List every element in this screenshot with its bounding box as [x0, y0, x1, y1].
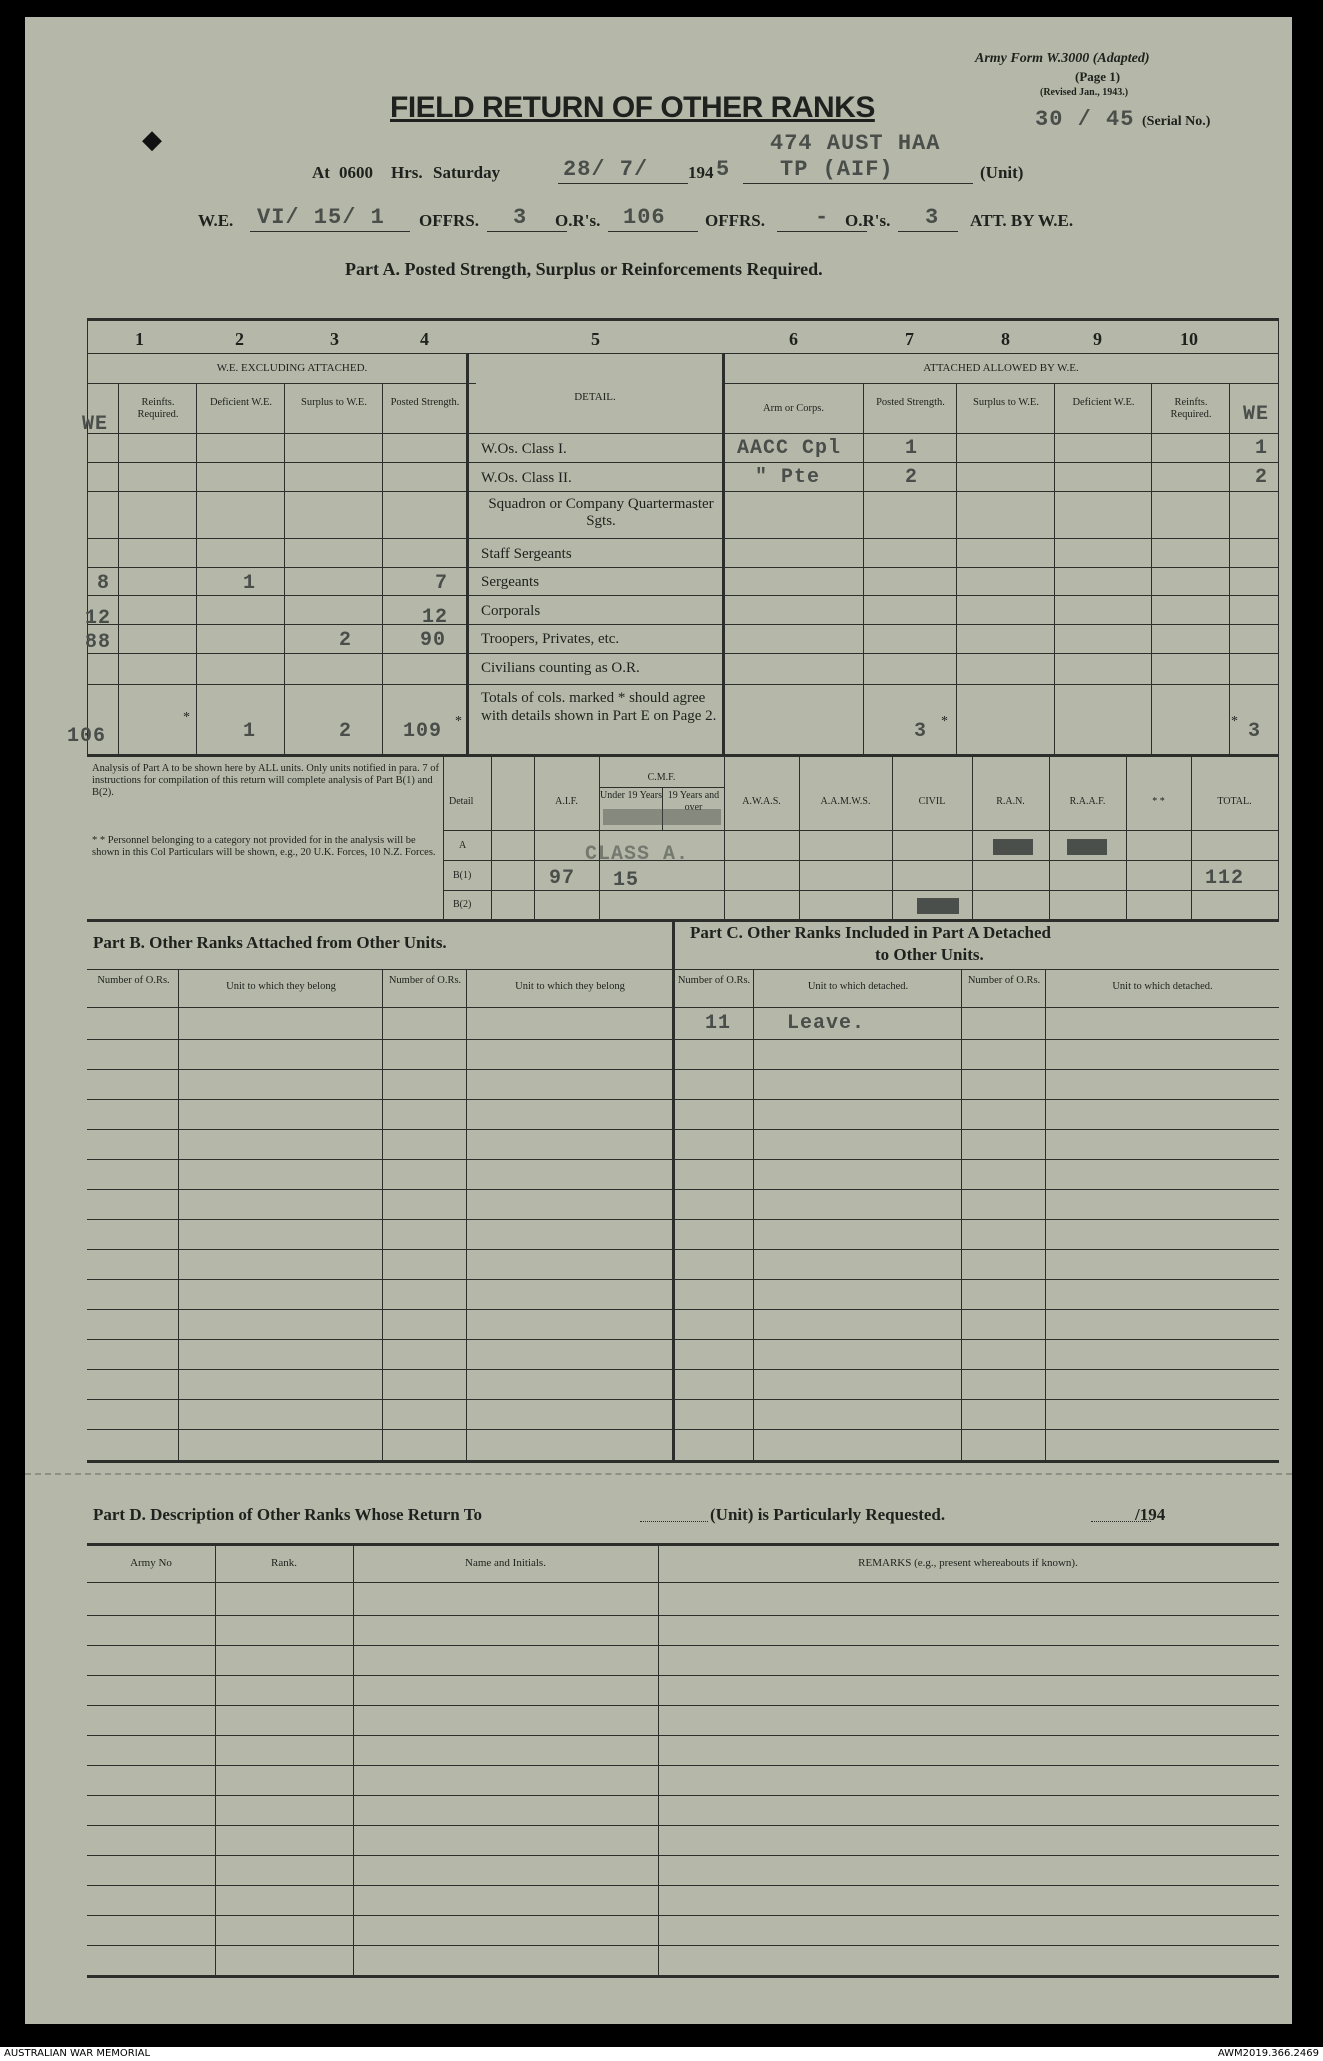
at-label: At — [312, 163, 330, 182]
cmf-stamp-mark — [603, 809, 721, 825]
raaf-stamp-mark — [1067, 839, 1107, 855]
row-detail-wo1: W.Os. Class I. — [481, 441, 567, 457]
offrs-typed-2: - — [815, 205, 830, 230]
right-header-surplus: Surplus to W.E. — [973, 397, 1039, 408]
att-label: ATT. BY W.E. — [970, 211, 1074, 230]
analysis-header-aamws: A.A.M.W.S. — [820, 796, 871, 807]
right-group-label: ATTACHED ALLOWED BY W.E. — [923, 362, 1079, 374]
form-title: FIELD RETURN OF OTHER RANKS — [390, 91, 875, 124]
ors-label: O.R's. — [555, 211, 601, 230]
part-c-heading-1: Part C. Other Ranks Included in Part A Detached — [690, 923, 1051, 942]
col-number-2: 2 — [235, 329, 244, 349]
serial-label: (Serial No.) — [1142, 114, 1211, 129]
row-detail-cqms: Squadron or Company Quartermaster Sgts. — [488, 496, 714, 529]
footer-right: AWM2019.366.2469 — [1217, 2048, 1319, 2059]
part-b-header-number-2: Number of O.Rs. — [388, 975, 462, 986]
row-detail-staff-sgts: Staff Sergeants — [481, 546, 572, 562]
col-number-8: 8 — [1001, 329, 1010, 349]
we-typed: VI/ 15/ 1 — [257, 205, 385, 230]
civil-stamp-mark — [917, 898, 959, 914]
col-number-9: 9 — [1093, 329, 1102, 349]
totals-surplus: 2 — [339, 720, 353, 743]
analysis-typed-cmf-b1: 15 — [613, 869, 640, 892]
row-wo2-arm: " Pte — [755, 466, 821, 489]
totals-attached-posted-star: * — [941, 714, 948, 729]
ors-typed-2: 3 — [925, 205, 940, 230]
row-detail-corporals: Corporals — [481, 603, 541, 619]
col-number-5: 5 — [591, 329, 600, 349]
hrs-label: Hrs. — [391, 163, 423, 182]
part-d-heading-tail: (Unit) is Particularly Requested. — [710, 1505, 946, 1524]
left-group-label: W.E. EXCLUDING ATTACHED. — [216, 362, 368, 374]
analysis-header-aif: A.I.F. — [555, 796, 578, 807]
left-header-reinfts: Reinfts. Required. — [137, 397, 179, 420]
part-c-heading-2: to Other Units. — [875, 945, 984, 964]
part-d-date: /194 — [1135, 1505, 1166, 1524]
analysis-typed-total-b1: 112 — [1205, 867, 1245, 890]
row-wo1-arm: AACC Cpl — [737, 437, 842, 460]
part-c-header-unit-2: Unit to which detached. — [1112, 981, 1213, 992]
analysis-note-2: * * Personnel belonging to a category not provided for in the analysis will be shown in this Col Particulars will be shown, e.g., 20 U.K. Forces, 10 N.Z. Forces. — [92, 835, 436, 858]
left-header-posted: Posted Strength. — [390, 397, 460, 408]
row-sergeants-margin: 8 — [97, 572, 111, 595]
margin-we-left: WE — [82, 413, 109, 436]
analysis-header-total: TOTAL. — [1217, 796, 1252, 807]
part-d-heading: Part D. Description of Other Ranks Whose Return To — [93, 1505, 482, 1524]
part-b-header-unit-2: Unit to which they belong — [515, 981, 625, 992]
analysis-typed-aif-b1: 97 — [549, 867, 576, 890]
form-paper — [25, 17, 1292, 2024]
row-wo1-posted: 1 — [905, 437, 919, 460]
form-revised: (Revised Jan., 1943.) — [1040, 87, 1129, 98]
form-page: (Page 1) — [1075, 69, 1121, 84]
offrs-label: OFFRS. — [419, 211, 479, 230]
analysis-row-a: A — [459, 840, 467, 851]
analysis-header-ran: R.A.N. — [996, 796, 1025, 807]
part-d-header-name: Name and Initials. — [465, 1557, 546, 1569]
totals-margin-right: 3 — [1248, 720, 1262, 743]
offrs-label-2: OFFRS. — [705, 211, 765, 230]
margin-we-right: WE — [1243, 403, 1270, 426]
part-c-header-number-1: Number of O.Rs. — [677, 975, 751, 986]
col-number-1: 1 — [135, 329, 144, 349]
right-header-reinfts: Reinfts. Required. — [1170, 397, 1212, 420]
totals-reinfts-right-star: * — [1231, 714, 1238, 729]
totals-attached-posted: 3 — [914, 720, 928, 743]
col-number-6: 6 — [789, 329, 798, 349]
right-header-posted: Posted Strength. — [876, 397, 945, 408]
row-sergeants-posted: 7 — [435, 572, 449, 595]
part-d-header-remarks: REMARKS (e.g., present whereabouts if known). — [858, 1557, 1078, 1569]
row-troopers-margin: 88 — [85, 631, 112, 654]
analysis-header-raaf: R.A.A.F. — [1069, 796, 1106, 807]
row-sergeants-deficient: 1 — [243, 572, 257, 595]
totals-detail: Totals of cols. marked * should agree with details shown in Part E on Page 2. — [481, 690, 717, 724]
totals-reinfts-star: * — [183, 710, 190, 725]
row-troopers-surplus: 2 — [339, 629, 353, 652]
col-number-7: 7 — [905, 329, 914, 349]
left-header-deficient: Deficient W.E. — [209, 397, 273, 408]
totals-deficient: 1 — [243, 720, 257, 743]
col-number-4: 4 — [420, 329, 429, 349]
part-c-header-unit-1: Unit to which detached. — [807, 981, 909, 992]
ors-typed: 106 — [623, 205, 666, 230]
ors-label-2: O.R's. — [845, 211, 891, 230]
row-detail-troopers: Troopers, Privates, etc. — [481, 631, 620, 647]
col-number-3: 3 — [330, 329, 339, 349]
date-typed: 28/ 7/ — [563, 157, 649, 182]
analysis-typed-class: CLASS A. — [585, 843, 690, 866]
serial-typed: 30 / 45 — [1035, 107, 1135, 132]
right-header-deficient: Deficient W.E. — [1072, 397, 1135, 408]
row-wo2-posted: 2 — [905, 466, 919, 489]
perforation-line — [25, 1473, 1292, 1475]
analysis-note: Analysis of Part A to be shown here by ALL units. Only units notified in para. 7 of instructions for compilation of this return will complete analysis of Part B(1) and B(2). — [92, 763, 439, 798]
part-b-heading: Part B. Other Ranks Attached from Other Units. — [93, 933, 447, 952]
left-header-surplus: Surplus to W.E. — [301, 397, 367, 408]
row-corporals-margin: 12 — [85, 607, 112, 630]
row-wo1-reinfts: 1 — [1255, 437, 1269, 460]
part-c-entry-count: 11 — [705, 1012, 732, 1035]
part-b-header-unit-1: Unit to which they belong — [226, 981, 336, 992]
part-d-header-rank: Rank. — [271, 1557, 297, 1569]
totals-margin: 106 — [67, 725, 107, 748]
analysis-header-other: * * — [1152, 796, 1165, 807]
row-detail-wo2: W.Os. Class II. — [481, 470, 572, 486]
footer-left: AUSTRALIAN WAR MEMORIAL — [4, 2048, 151, 2059]
archive-footer — [0, 2047, 1323, 2061]
time-typed: 0600 — [339, 163, 373, 182]
offrs-typed: 3 — [513, 205, 528, 230]
analysis-cmf-under19: Under 19 Years — [600, 790, 662, 801]
part-b-header-number-1: Number of O.Rs. — [97, 975, 170, 986]
detail-label: DETAIL. — [574, 391, 616, 403]
analysis-header-civil: CIVIL — [918, 796, 946, 807]
analysis-row-b1: B(1) — [453, 870, 472, 881]
row-wo2-reinfts: 2 — [1255, 466, 1269, 489]
analysis-row-b2: B(2) — [453, 899, 472, 910]
analysis-header-awas: A.W.A.S. — [742, 796, 781, 807]
analysis-header-cmf: C.M.F. — [647, 772, 676, 783]
part-c-entry-unit: Leave. — [787, 1012, 866, 1035]
unit-typed-bottom: TP (AIF) — [780, 157, 894, 182]
punch-mark: ◆ — [142, 125, 162, 154]
row-detail-sergeants: Sergeants — [481, 574, 540, 590]
analysis-cmf-19over: 19 Years and over — [667, 790, 720, 813]
unit-typed-top: 474 AUST HAA — [770, 131, 941, 156]
ran-stamp-mark — [993, 839, 1033, 855]
row-troopers-posted: 90 — [420, 629, 447, 652]
right-header-arm: Arm or Corps. — [763, 403, 824, 414]
part-d-header-army-no: Army No — [130, 1557, 172, 1569]
part-c-header-number-2: Number of O.Rs. — [967, 975, 1041, 986]
army-form-number: Army Form W.3000 (Adapted) — [975, 51, 1150, 66]
part-a-heading: Part A. Posted Strength, Surplus or Reinforcements Required. — [345, 259, 823, 279]
col-number-10: 10 — [1180, 329, 1198, 349]
year-typed: 5 — [716, 157, 731, 182]
row-detail-civilians: Civilians counting as O.R. — [481, 660, 640, 676]
row-corporals-posted: 12 — [422, 606, 449, 629]
analysis-detail-label: Detail — [449, 796, 474, 807]
year-printed: 194 — [688, 163, 714, 182]
unit-label: (Unit) — [980, 163, 1024, 182]
totals-posted: 109 — [403, 720, 443, 743]
day-typed: Saturday — [433, 163, 501, 182]
totals-posted-star: * — [455, 714, 462, 729]
we-label: W.E. — [198, 211, 234, 230]
